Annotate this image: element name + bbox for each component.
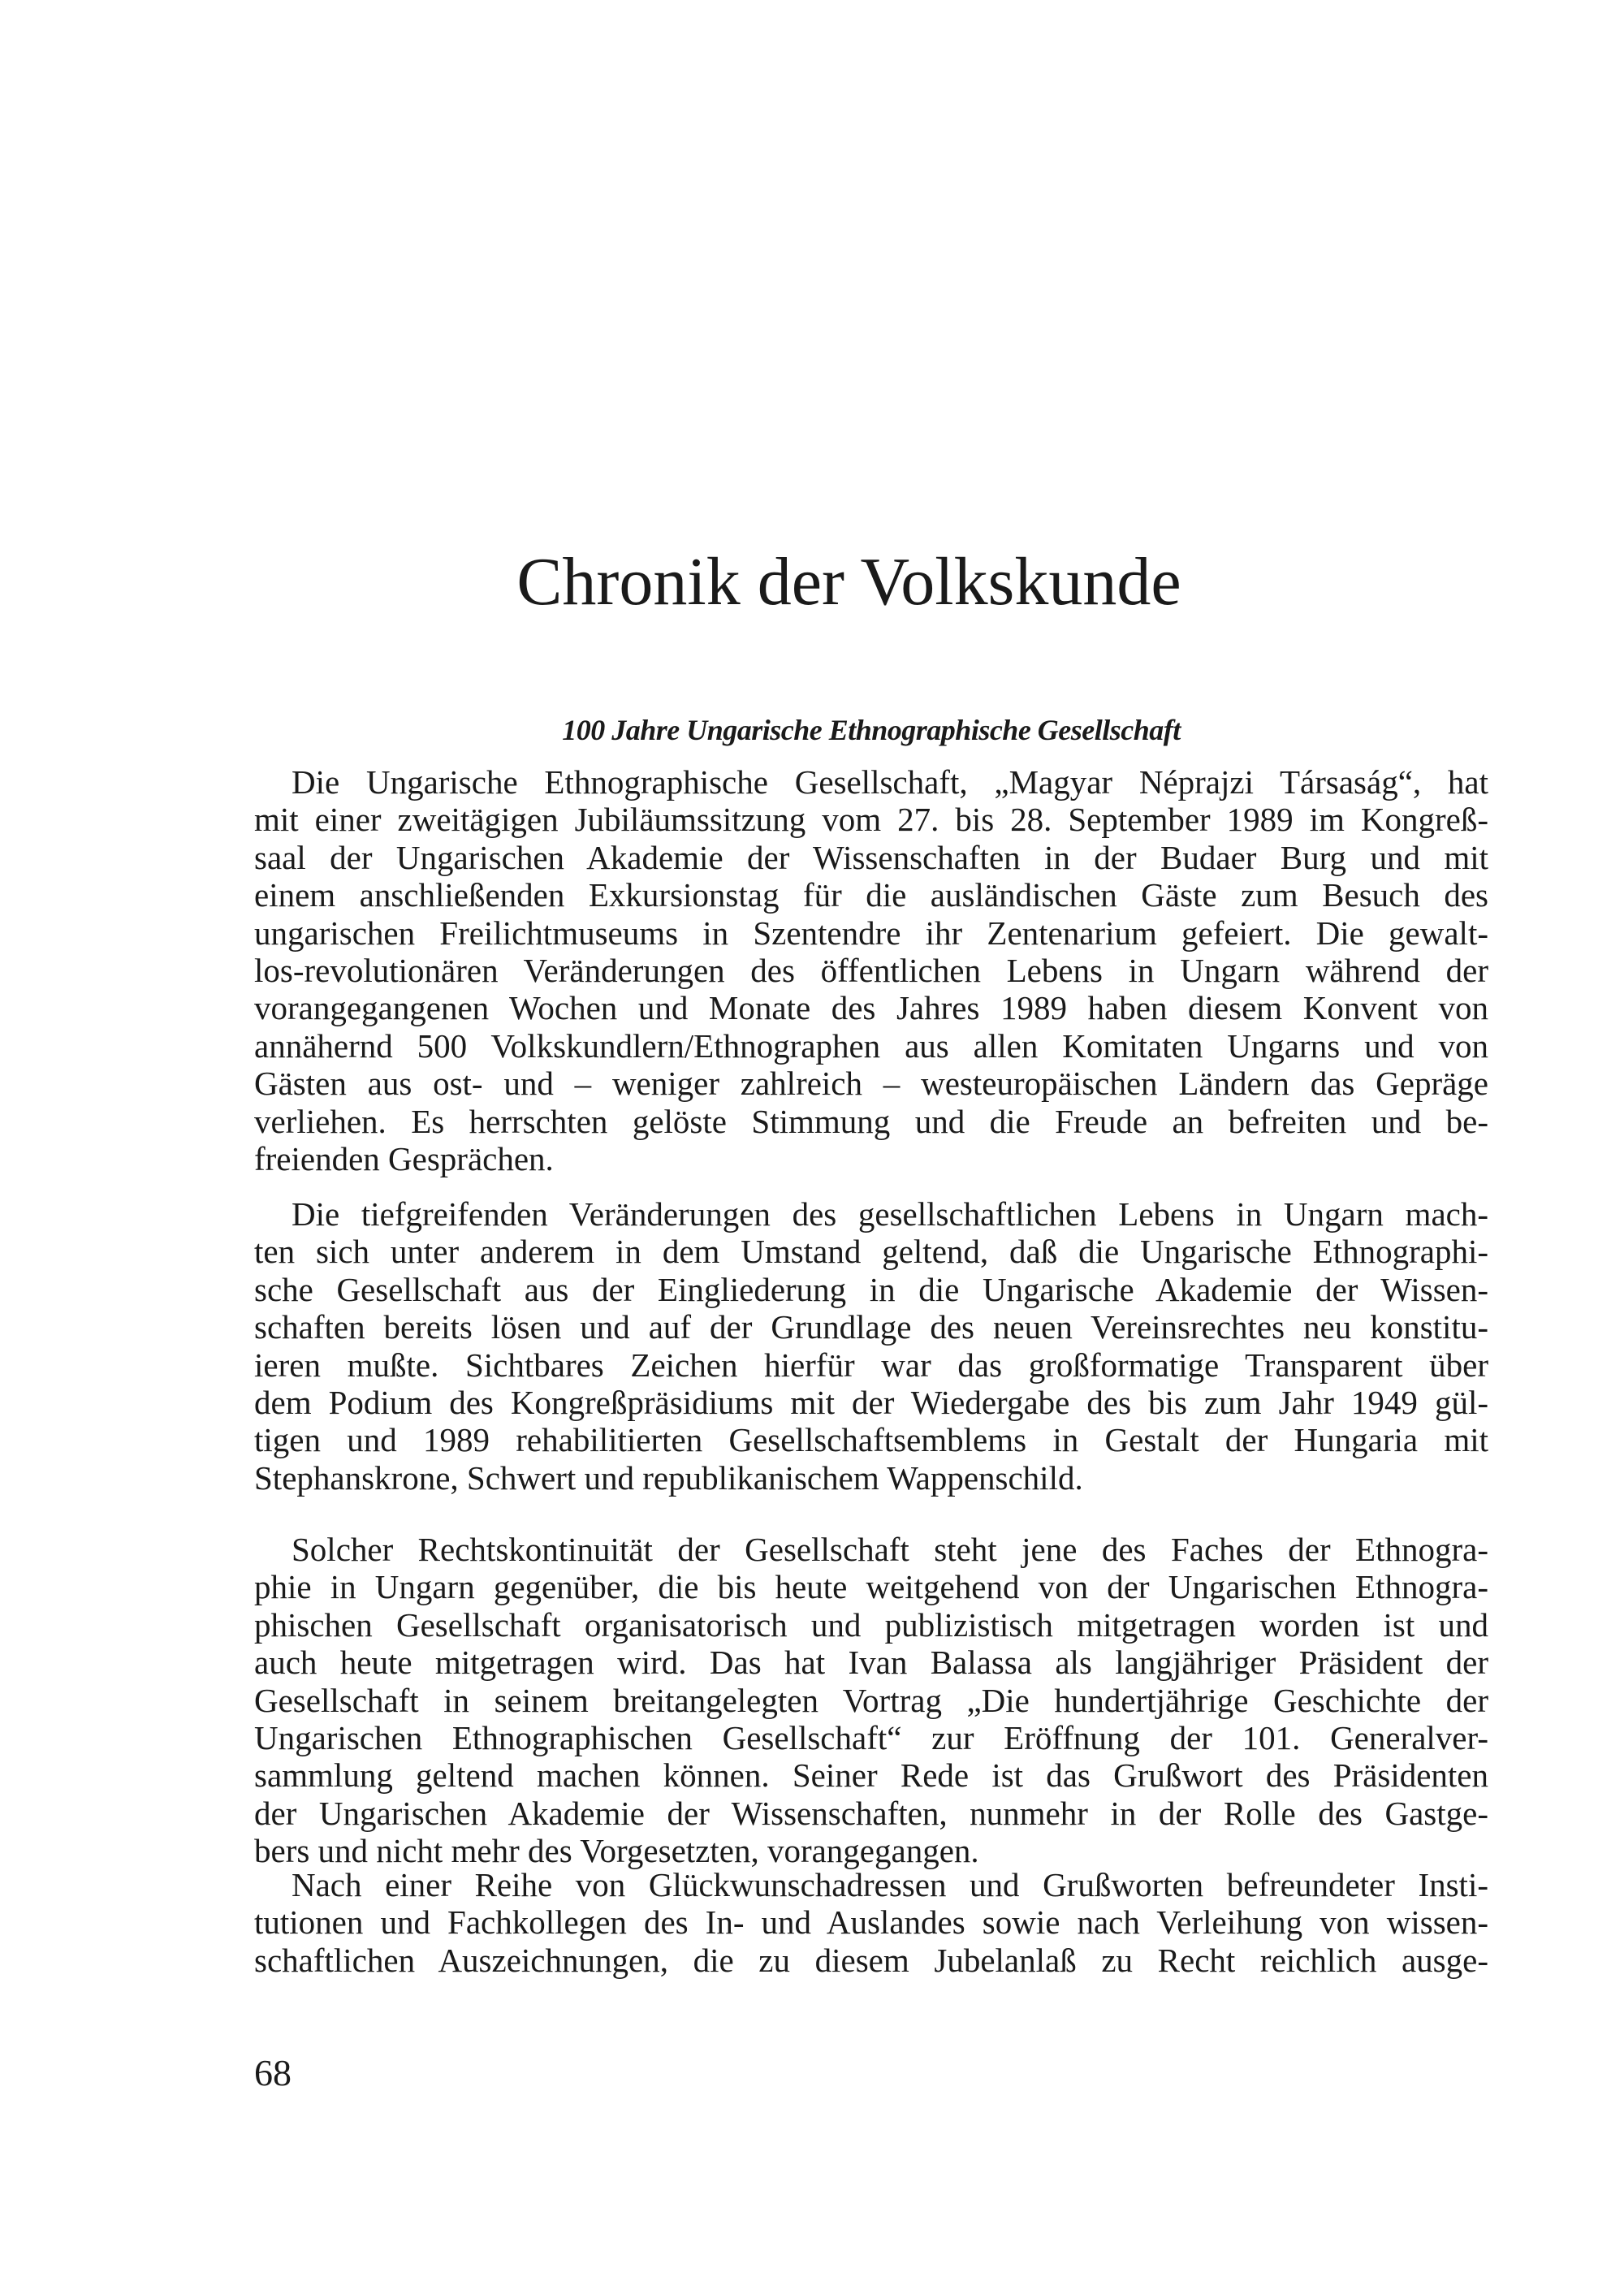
text-line: tigen und 1989 rehabilitierten Gesellschaftsemblems in Gestalt der Hungaria mit [254,1421,1488,1459]
text-line: ten sich unter anderem in dem Umstand geltend, daß die Ungarische Ethnographi- [254,1233,1488,1271]
text-line: Ungarischen Ethnographischen Gesellschaft“ zur Eröffnung der 101. Generalver- [254,1718,1488,1756]
text-line: annähernd 500 Volkskundlern/Ethnographen aus allen Komitaten Ungarns und von [254,1026,1488,1065]
text-line: ungarischen Freilichtmuseums in Szentendre ihr Zentenarium gefeiert. Die gewalt- [254,914,1488,952]
paragraph-4 [254,1866,1488,1979]
text-line: mit einer zweitägigen Jubiläumssitzung vom 27. bis 28. September 1989 im Kongreß- [254,801,1488,839]
text-line: saal der Ungarischen Akademie der Wissenschaften in der Budaer Burg und mit [254,838,1488,876]
text-line: phischen Gesellschaft organisatorisch und publizistisch mitgetragen worden ist und [254,1605,1488,1644]
paragraph-1 [254,763,1488,1177]
text-line: tutionen und Fachkollegen des In- und Auslandes sowie nach Verleihung von wissen- [254,1903,1488,1942]
text-line: phie in Ungarn gegenüber, die bis heute weitgehend von der Ungarischen Ethnogra- [254,1568,1488,1606]
page-number: 68 [254,2052,292,2093]
paragraph-3 [254,1531,1488,1870]
text-line: schaften bereits lösen und auf der Grundlage des neuen Vereinsrechtes neu konstitu- [254,1308,1488,1346]
text-line: Die tiefgreifenden Veränderungen des gesellschaftlichen Lebens in Ungarn mach- [292,1195,1488,1233]
text-line: Solcher Rechtskontinuität der Gesellschaft steht jene des Faches der Ethnogra- [292,1531,1488,1568]
text-line: verliehen. Es herrschten gelöste Stimmung und die Freude an befreiten und be- [254,1102,1488,1140]
text-line: Die Ungarische Ethnographische Gesellschaft, „Magyar Néprajzi Társaság“, hat [292,763,1488,801]
paragraph-2 [254,1195,1488,1497]
text-line: vorangegangenen Wochen und Monate des Jahres 1989 haben diesem Konvent von [254,989,1488,1027]
text-line: Nach einer Reihe von Glückwunschadressen und Grußworten befreundeter Insti- [292,1866,1488,1903]
text-line: auch heute mitgetragen wird. Das hat Ivan Balassa als langjähriger Präsident der [254,1644,1488,1682]
text-line: einem anschließenden Exkursionstag für die ausländischen Gäste zum Besuch des [254,876,1488,914]
text-line: bers und nicht mehr des Vorgesetzten, vorangegangen. [254,1832,979,1870]
text-line: sche Gesellschaft aus der Eingliederung in die Ungarische Akademie der Wissen- [254,1270,1488,1308]
text-line: sammlung geltend machen können. Seiner Rede ist das Grußwort des Präsidenten [254,1756,1488,1795]
text-line: freienden Gesprächen. [254,1139,554,1177]
text-line: Stephanskrone, Schwert und republikanischem Wappenschild. [254,1458,1083,1497]
text-line: los-revolutionären Veränderungen des öffentlichen Lebens in Ungarn während der [254,951,1488,989]
text-line: schaftlichen Auszeichnungen, die zu diesem Jubelanlaß zu Recht reichlich ausge- [254,1941,1488,1979]
text-line: dem Podium des Kongreßpräsidiums mit der Wiedergabe des bis zum Jahr 1949 gül- [254,1383,1488,1421]
article-heading: 100 Jahre Ungarische Ethnographische Gesellschaft [562,714,1181,746]
text-line: Gesellschaft in seinem breitangelegten Vortrag „Die hundertjährige Geschichte der [254,1681,1488,1719]
section-title: Chronik der Volkskunde [516,544,1181,620]
text-line: der Ungarischen Akademie der Wissenschaften, nunmehr in der Rolle des Gastge- [254,1794,1488,1832]
text-line: Gästen aus ost- und – weniger zahlreich – westeuropäischen Ländern das Gepräge [254,1065,1488,1103]
text-line: ieren mußte. Sichtbares Zeichen hierfür war das großformatige Transparent über [254,1346,1488,1384]
